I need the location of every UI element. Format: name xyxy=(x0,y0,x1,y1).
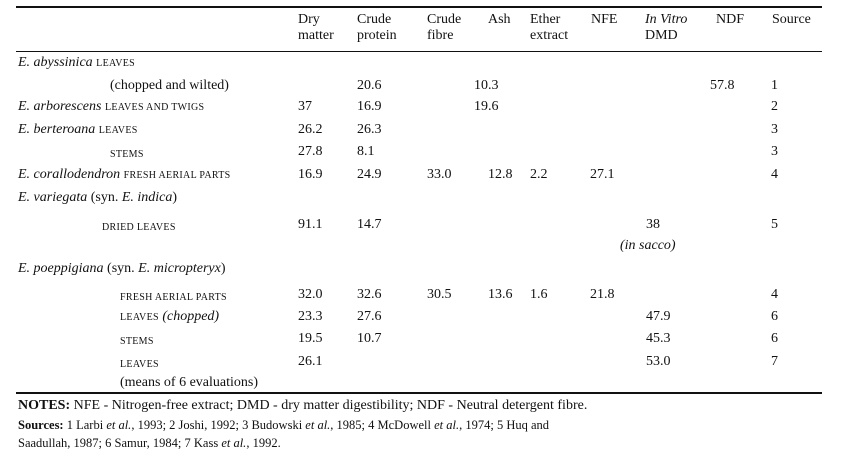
source-text: , 1992. xyxy=(246,436,281,450)
row-corallodendron-label xyxy=(18,166,231,184)
row-leaves-chopped-label xyxy=(120,308,219,326)
header-rule xyxy=(16,51,822,52)
cell-protein: 10.7 xyxy=(357,331,382,346)
source-etal: et al. xyxy=(305,418,331,432)
cell-source: 3 xyxy=(771,144,778,159)
top-rule xyxy=(16,6,822,8)
plant-part: FRESH AERIAL PARTS xyxy=(120,292,227,303)
cell-nfe: 27.1 xyxy=(590,167,615,182)
cell-ash: 10.3 xyxy=(474,78,499,93)
species-name: E. variegata xyxy=(18,190,88,205)
source-etal: et al. xyxy=(221,436,247,450)
cell-source: 3 xyxy=(771,122,778,137)
header-crude-fibre xyxy=(427,12,461,44)
cell-fibre: 30.5 xyxy=(427,287,452,302)
cell-protein: 32.6 xyxy=(357,287,382,302)
cell-fibre: 33.0 xyxy=(427,167,452,182)
cell-protein: 26.3 xyxy=(357,122,382,137)
cell-ether: 2.2 xyxy=(530,167,548,182)
species-name: E. poeppigiana xyxy=(18,261,104,276)
header-ndf-line1: NDF xyxy=(716,12,745,27)
header-nfe xyxy=(591,12,617,28)
cell-dry: 26.2 xyxy=(298,122,323,137)
header-crude-protein xyxy=(357,12,397,44)
cell-dry: 32.0 xyxy=(298,287,323,302)
preparation-note: (chopped) xyxy=(162,309,220,324)
synonym-prefix: (syn. xyxy=(90,190,119,205)
row-arborescens-label xyxy=(18,98,204,116)
bottom-rule xyxy=(16,392,822,394)
cell-protein: 16.9 xyxy=(357,99,382,114)
notes-sources-line2 xyxy=(18,436,281,451)
header-ether-line2: extract xyxy=(530,28,569,43)
header-fibre-line1: Crude xyxy=(427,12,462,27)
header-nfe-line1: NFE xyxy=(591,12,618,27)
cell-source: 4 xyxy=(771,167,778,182)
cell-ash: 13.6 xyxy=(488,287,513,302)
synonym-close: ) xyxy=(172,190,178,205)
row-variegata-label xyxy=(18,189,177,206)
header-dry-line2: matter xyxy=(298,28,334,43)
cell-protein: 27.6 xyxy=(357,309,382,324)
cell-protein: 14.7 xyxy=(357,217,382,232)
cell-ndf: 57.8 xyxy=(710,78,735,93)
header-source xyxy=(772,12,811,28)
header-in-vitro-dmd xyxy=(645,12,687,44)
header-dry-line1: Dry xyxy=(298,12,320,27)
plant-part: LEAVES xyxy=(98,125,138,136)
cell-dmd: 47.9 xyxy=(646,309,671,324)
source-etal: et al. xyxy=(434,418,460,432)
plant-part: LEAVES xyxy=(120,312,159,323)
synonym-name: E. micropteryx xyxy=(138,261,221,276)
source-text: , 1974; 5 Huq and xyxy=(459,418,550,432)
cell-protein: 20.6 xyxy=(357,78,382,93)
cell-ash: 19.6 xyxy=(474,99,499,114)
plant-part: LEAVES AND TWIGS xyxy=(104,102,205,113)
cell-dry: 23.3 xyxy=(298,309,323,324)
plant-part: DRIED LEAVES xyxy=(102,222,176,233)
species-name: E. berteroana xyxy=(18,122,96,137)
cell-protein: 8.1 xyxy=(357,144,375,159)
cell-dry: 91.1 xyxy=(298,217,323,232)
header-dmd-line2: DMD xyxy=(645,28,678,43)
plant-part: LEAVES xyxy=(120,359,159,370)
header-dry-matter xyxy=(298,12,334,44)
sources-label: Sources: xyxy=(18,418,64,432)
cell-dmd: 53.0 xyxy=(646,354,671,369)
plant-part: STEMS xyxy=(110,149,144,160)
species-name: E. arborescens xyxy=(18,99,102,114)
source-text: 1 Larbi xyxy=(66,418,107,432)
source-etal: et al. xyxy=(106,418,132,432)
plant-part: LEAVES xyxy=(96,58,135,69)
cell-dry: 19.5 xyxy=(298,331,323,346)
species-name: E. corallodendron xyxy=(18,167,121,182)
notes-text: NFE - Nitrogen-free extract; DMD - dry matter digestibility; NDF - Neutral detergent fibre. xyxy=(73,398,588,413)
header-dmd-line1: In Vitro xyxy=(645,12,688,27)
cell-ether: 1.6 xyxy=(530,287,548,302)
cell-source: 7 xyxy=(771,354,778,369)
header-ash-line1: Ash xyxy=(488,12,511,27)
synonym-name: E. indica xyxy=(121,190,173,205)
notes-abbreviations xyxy=(18,398,587,414)
header-ether-line1: Ether xyxy=(530,12,561,27)
header-fibre-line2: fibre xyxy=(427,28,454,43)
notes-sources-line1 xyxy=(18,418,549,433)
cell-nfe: 21.8 xyxy=(590,287,615,302)
source-text: , 1993; 2 Joshi, 1992; 3 Budowski xyxy=(131,418,306,432)
header-protein-line2: protein xyxy=(357,28,397,43)
cell-dry: 27.8 xyxy=(298,144,323,159)
header-source-line1: Source xyxy=(772,12,811,27)
notes-label: NOTES: xyxy=(18,398,71,413)
row-note: (chopped and wilted) xyxy=(110,78,229,93)
header-protein-line1: Crude xyxy=(357,12,392,27)
cell-dmd: 38 xyxy=(646,217,660,232)
cell-dry: 26.1 xyxy=(298,354,323,369)
cell-protein: 24.9 xyxy=(357,167,382,182)
header-ndf xyxy=(716,12,744,28)
cell-source: 6 xyxy=(771,331,778,346)
header-ash xyxy=(488,12,511,28)
source-text: Saadullah, 1987; 6 Samur, 1984; 7 Kass xyxy=(18,436,222,450)
plant-part: STEMS xyxy=(120,336,154,347)
cell-source: 1 xyxy=(771,78,778,93)
row-abyssinica-label xyxy=(18,54,135,72)
plant-part: FRESH AERIAL PARTS xyxy=(123,170,231,181)
dmd-method-note: (in sacco) xyxy=(620,238,676,253)
row-berteroana-label xyxy=(18,121,138,139)
cell-source: 4 xyxy=(771,287,778,302)
cell-dry: 16.9 xyxy=(298,167,323,182)
row-note: (means of 6 evaluations) xyxy=(120,375,259,390)
synonym-close: ) xyxy=(220,261,226,276)
species-name: E. abyssinica xyxy=(18,55,93,70)
row-poeppigiana-label xyxy=(18,260,226,277)
synonym-prefix: (syn. xyxy=(107,261,135,276)
cell-source: 2 xyxy=(771,99,778,114)
cell-dry: 37 xyxy=(298,99,312,114)
header-ether-extract xyxy=(530,12,568,44)
cell-dmd: 45.3 xyxy=(646,331,671,346)
cell-source: 5 xyxy=(771,217,778,232)
source-text: , 1985; 4 McDowell xyxy=(330,418,435,432)
cell-source: 6 xyxy=(771,309,778,324)
cell-ash: 12.8 xyxy=(488,167,513,182)
